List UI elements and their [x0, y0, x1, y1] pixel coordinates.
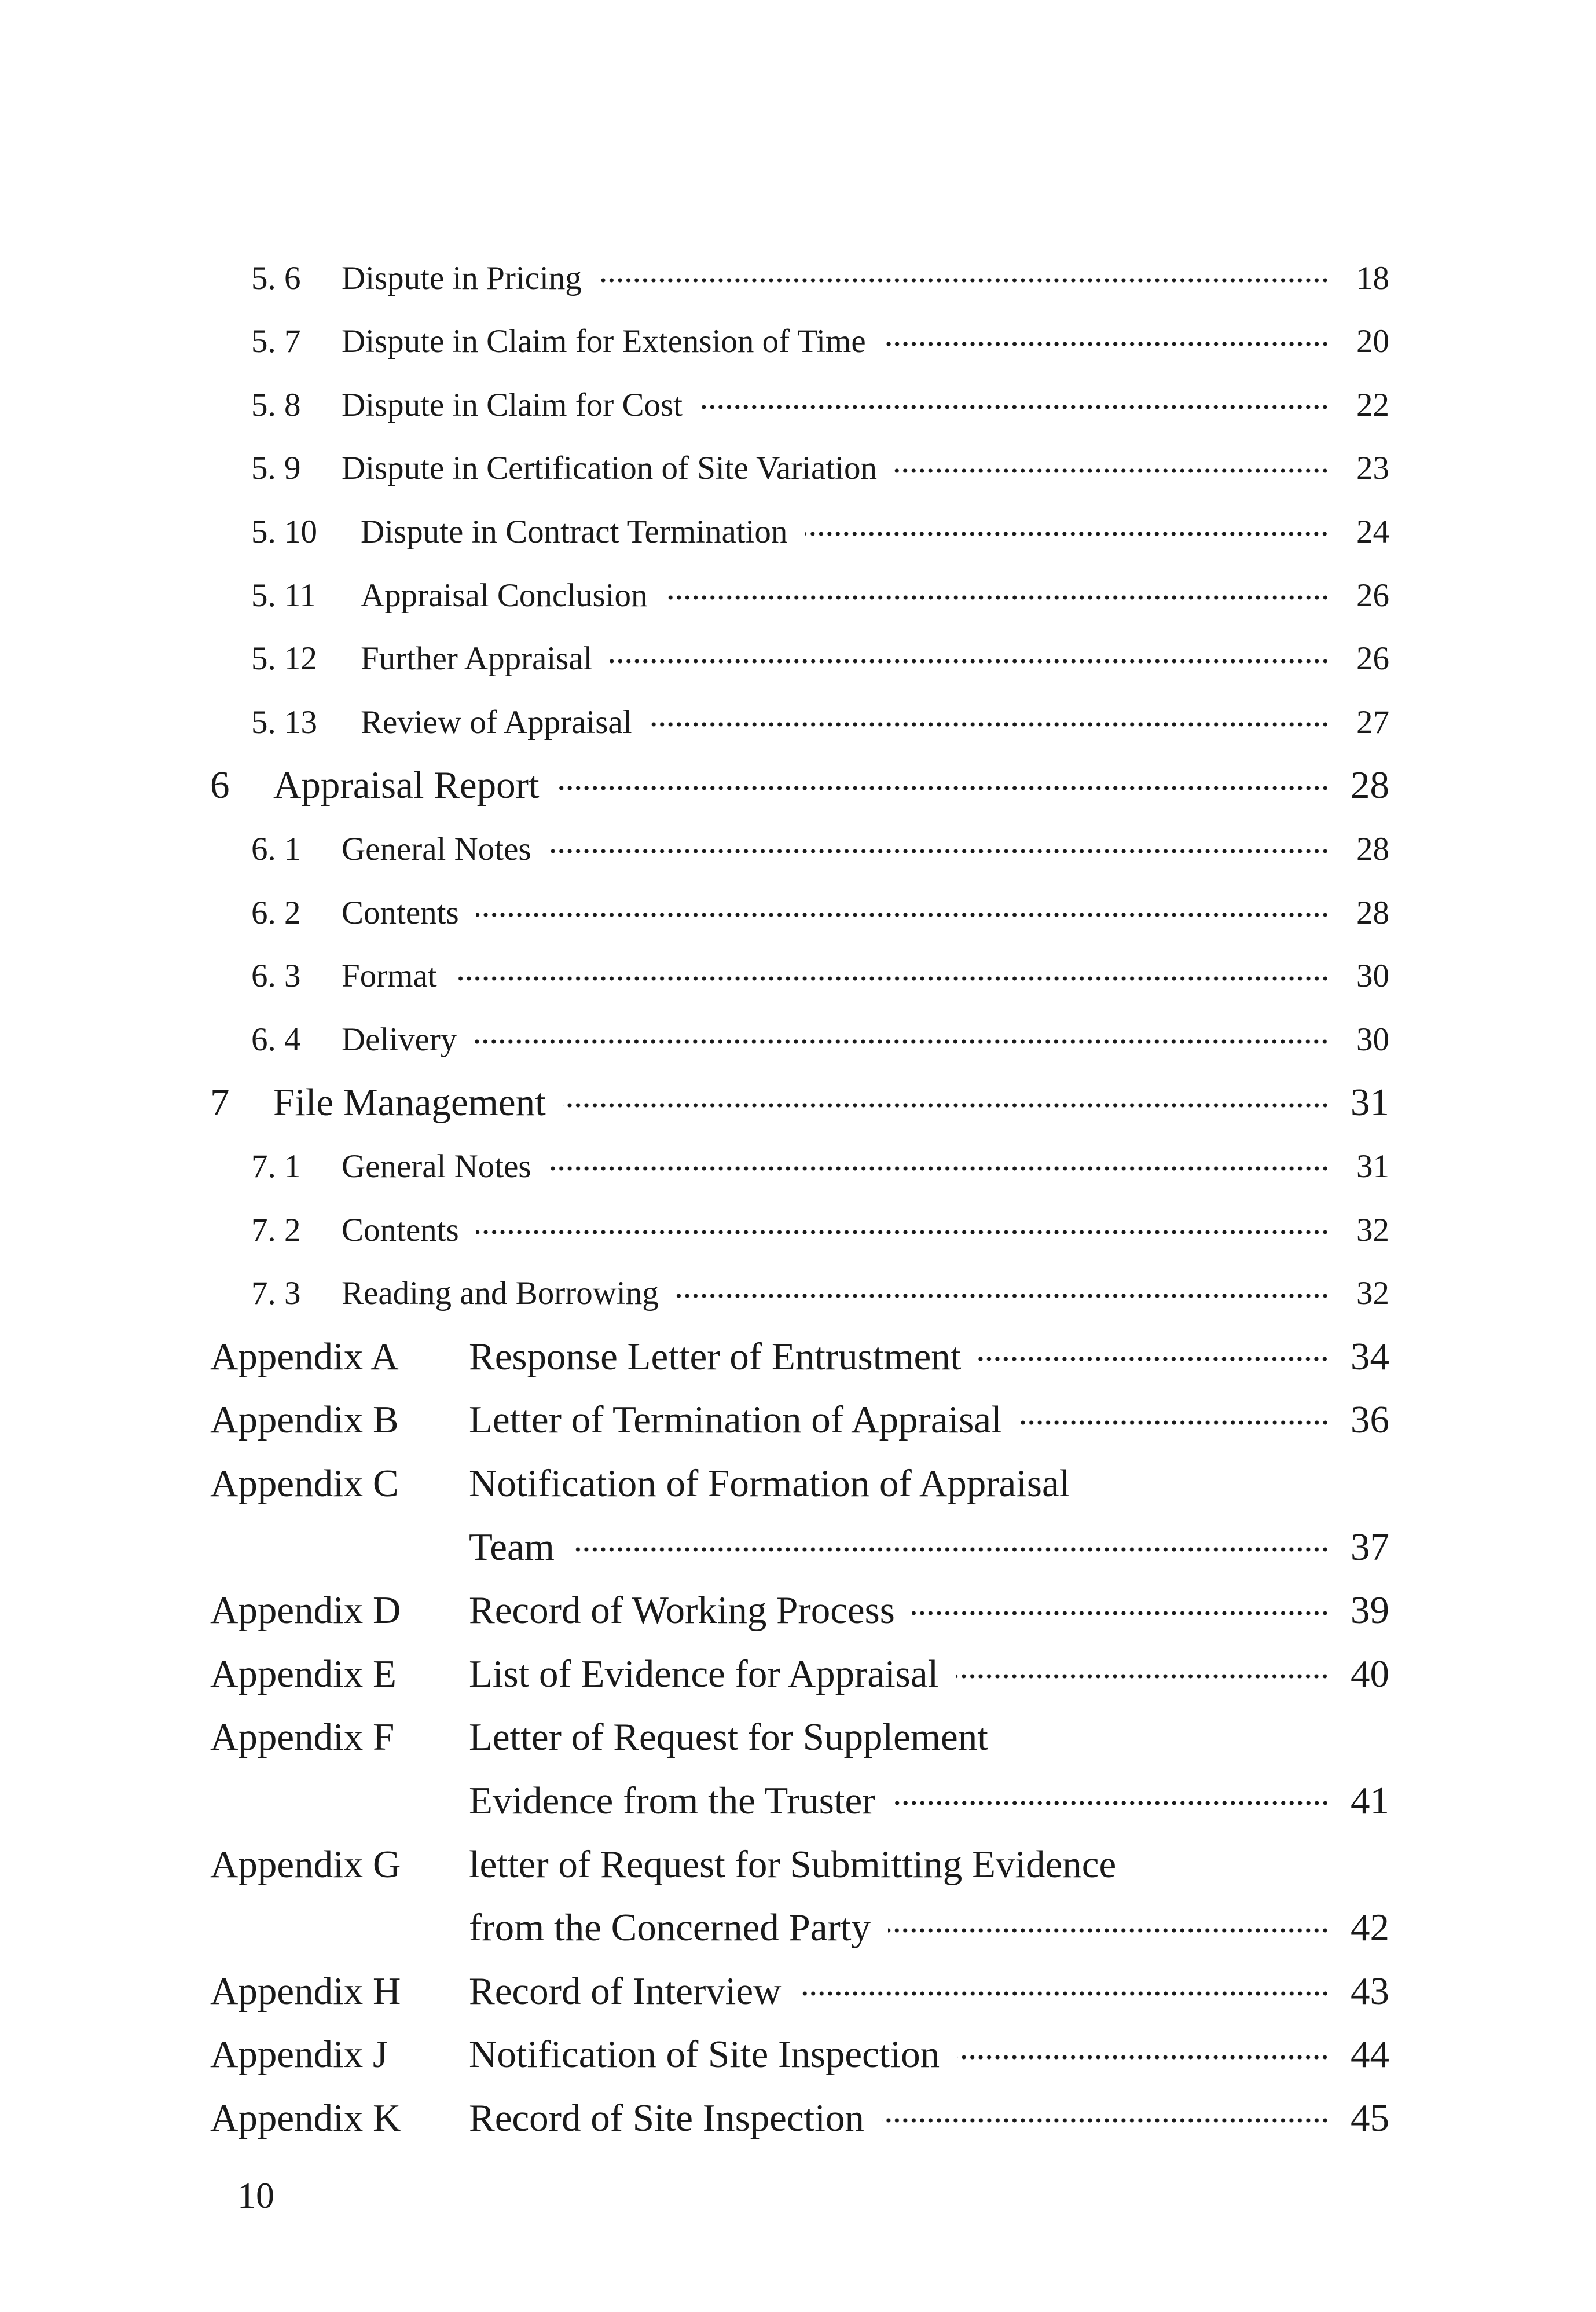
- toc-entry[interactable]: [0, 1328, 1596, 1386]
- toc-entry-title: Record of Interview: [469, 1969, 782, 2013]
- toc-entry[interactable]: [0, 249, 1596, 307]
- dot-leader: [893, 1799, 1329, 1807]
- toc-entry-title: Letter of Termination of Appraisal: [469, 1398, 1002, 1442]
- toc-entry-line: [469, 1398, 1389, 1442]
- toc-entry[interactable]: [0, 1709, 1596, 1767]
- toc-entry-line: [342, 259, 1389, 297]
- toc-entry-line: [469, 1335, 1389, 1379]
- toc-entry-number: 6. 3: [251, 958, 301, 995]
- toc-entry-line: [469, 1842, 1116, 1887]
- toc-entry-title: List of Evidence for Appraisal: [469, 1652, 939, 1695]
- toc-entry-number: 6: [210, 764, 230, 807]
- toc-entry-number: 5. 11: [251, 577, 316, 614]
- dot-leader: [978, 1355, 1329, 1363]
- dot-leader: [476, 1228, 1329, 1236]
- toc-entry[interactable]: [0, 313, 1596, 371]
- toc-entry-line: [342, 323, 1389, 360]
- dot-leader: [599, 276, 1329, 284]
- toc-entry-number: Appendix D: [210, 1589, 401, 1632]
- toc-entry-line: [361, 577, 1389, 614]
- toc-entry-number: 6. 2: [251, 894, 301, 931]
- dot-leader: [676, 1292, 1329, 1300]
- toc-entry-page: 20: [1356, 323, 1389, 360]
- toc-entry-number: 5. 13: [251, 704, 317, 741]
- toc-entry-number: 7: [210, 1081, 230, 1124]
- toc-entry-page: 26: [1356, 640, 1389, 677]
- toc-entry-number: Appendix B: [210, 1398, 399, 1442]
- toc-entry-page: 24: [1356, 513, 1389, 550]
- toc-entry-number: 7. 1: [251, 1148, 301, 1185]
- toc-entry-title: Dispute in Contract Termination: [361, 513, 788, 550]
- dot-leader: [956, 1672, 1329, 1680]
- toc-entry-page: 32: [1356, 1211, 1389, 1248]
- toc-entry[interactable]: [0, 566, 1596, 624]
- toc-entry-line: [342, 1021, 1389, 1058]
- toc-entry-title: Response Letter of Entrustment: [469, 1335, 962, 1378]
- toc-entry-page: 28: [1351, 764, 1389, 807]
- toc-entry-page: 44: [1351, 2033, 1389, 2076]
- toc-entry-line: [342, 449, 1389, 487]
- toc-entry-number: 5. 10: [251, 513, 317, 550]
- toc-entry[interactable]: [0, 1010, 1596, 1068]
- toc-entry-line: [469, 1525, 1389, 1570]
- toc-entry[interactable]: [0, 1201, 1596, 1259]
- dot-leader: [1019, 1419, 1329, 1427]
- toc-entry[interactable]: [0, 376, 1596, 434]
- toc-entry-title: letter of Request for Submitting Evidence: [469, 1842, 1117, 1886]
- toc-entry-number: 5. 7: [251, 323, 301, 360]
- toc-entry-line: [361, 513, 1389, 551]
- toc-entry-line: [361, 640, 1389, 677]
- toc-entry[interactable]: [0, 820, 1596, 878]
- toc-entry-page: 30: [1356, 1021, 1389, 1058]
- dot-leader: [883, 340, 1329, 348]
- toc-entry-title: Dispute in Certification of Site Variation: [342, 450, 878, 487]
- toc-entry-number: Appendix G: [210, 1842, 401, 1886]
- dot-leader: [650, 720, 1329, 728]
- toc-entry-title: General Notes: [342, 1148, 531, 1185]
- toc-entry-page: 43: [1351, 1969, 1389, 2013]
- toc-entry-line: [273, 763, 1389, 808]
- toc-entry-title: Dispute in Pricing: [342, 259, 582, 296]
- dot-leader: [549, 1164, 1329, 1173]
- dot-leader: [912, 1609, 1329, 1617]
- toc-entry[interactable]: [0, 1137, 1596, 1195]
- toc-entry-title: General Notes: [342, 830, 531, 867]
- toc-entry-line: [469, 1652, 1389, 1697]
- toc-entry-line: [469, 1588, 1389, 1633]
- dot-leader: [557, 784, 1329, 792]
- toc-entry-number: Appendix K: [210, 2096, 401, 2139]
- toc-entry[interactable]: [0, 1962, 1596, 2020]
- toc-entry-page: 41: [1351, 1779, 1389, 1822]
- toc-entry-number: 5. 6: [251, 259, 301, 296]
- toc-entry-title: from the Concerned Party: [469, 1906, 871, 1950]
- toc-entry[interactable]: [0, 757, 1596, 815]
- toc-entry-title: Record of Site Inspection: [469, 2096, 864, 2139]
- toc-entry-number: Appendix J: [210, 2033, 388, 2076]
- dot-leader: [610, 657, 1329, 665]
- toc-entry-number: Appendix A: [210, 1335, 399, 1378]
- toc-entry-line: [342, 1148, 1389, 1185]
- toc-entry[interactable]: [0, 1265, 1596, 1322]
- dot-leader: [700, 403, 1329, 411]
- toc-entry-title: Contents: [342, 894, 459, 931]
- toc-entry-page: 36: [1351, 1398, 1389, 1442]
- toc-entry-page: 39: [1351, 1589, 1389, 1632]
- toc-entry-line: [469, 2096, 1389, 2141]
- toc-entry-page: 28: [1356, 894, 1389, 931]
- toc-entry[interactable]: [0, 693, 1596, 751]
- toc-entry-title: Letter of Request for Supplement: [469, 1716, 988, 1759]
- toc-entry[interactable]: [0, 503, 1596, 560]
- toc-entry[interactable]: [0, 630, 1596, 688]
- toc-entry-line: [469, 1461, 1070, 1506]
- toc-entry-page: 37: [1351, 1525, 1389, 1569]
- toc-entry-line: [342, 894, 1389, 932]
- toc-entry-title: Appraisal Conclusion: [361, 577, 648, 614]
- toc-entry-page: 23: [1356, 450, 1389, 487]
- dot-leader: [665, 593, 1329, 602]
- toc-entry-line: [342, 830, 1389, 868]
- toc-entry-number: 7. 2: [251, 1211, 301, 1248]
- toc-entry-number: Appendix C: [210, 1461, 399, 1505]
- toc-entry[interactable]: [0, 1391, 1596, 1449]
- toc-entry-line: [342, 1274, 1389, 1312]
- toc-entry-title: Evidence from the Truster: [469, 1779, 875, 1822]
- toc-entry-title: Format: [342, 958, 437, 995]
- toc-entry[interactable]: [0, 1518, 1596, 1576]
- toc-entry-line: [342, 386, 1389, 424]
- toc-entry-title: Reading and Borrowing: [342, 1275, 659, 1312]
- dot-leader: [882, 2116, 1329, 2124]
- toc-entry-title: Contents: [342, 1211, 459, 1248]
- toc-entry-number: Appendix F: [210, 1716, 395, 1759]
- toc-entry-number: 5. 12: [251, 640, 317, 677]
- toc-entry[interactable]: [0, 2089, 1596, 2147]
- toc-entry-line: [469, 2032, 1389, 2077]
- toc-entry-page: 45: [1351, 2096, 1389, 2139]
- toc-entry-line: [342, 1211, 1389, 1249]
- dot-leader: [888, 1926, 1329, 1934]
- toc-entry-number: Appendix H: [210, 1969, 401, 2013]
- toc-entry-number: 6. 1: [251, 830, 301, 867]
- toc-entry-line: [342, 957, 1389, 995]
- toc-entry-page: 30: [1356, 958, 1389, 995]
- toc-entry-page: 31: [1356, 1148, 1389, 1185]
- toc-entry-line: [469, 1969, 1389, 2014]
- toc-entry[interactable]: [0, 1454, 1596, 1512]
- dot-leader: [894, 467, 1329, 475]
- toc-entry-page: 42: [1351, 1906, 1389, 1950]
- toc-entry-number: 5. 8: [251, 386, 301, 423]
- toc-entry-title: Notification of Formation of Appraisal: [469, 1461, 1070, 1505]
- toc-entry-title: Notification of Site Inspection: [469, 2033, 940, 2076]
- toc-entry[interactable]: [0, 1645, 1596, 1703]
- toc-entry-number: Appendix E: [210, 1652, 397, 1695]
- dot-leader: [454, 974, 1329, 983]
- toc-entry-page: 40: [1351, 1652, 1389, 1695]
- toc-entry-title: Team: [469, 1525, 555, 1569]
- dot-leader: [549, 847, 1329, 855]
- page-number: 10: [237, 2175, 274, 2216]
- toc-entry-number: 6. 4: [251, 1021, 301, 1058]
- toc-entry-page: 18: [1356, 259, 1389, 296]
- toc-entry[interactable]: [0, 947, 1596, 1005]
- toc-entry-page: 31: [1351, 1081, 1389, 1124]
- toc-entry[interactable]: [0, 1582, 1596, 1640]
- toc-entry[interactable]: [0, 1899, 1596, 1957]
- toc-entry[interactable]: [0, 1772, 1596, 1830]
- toc-entry[interactable]: [0, 1835, 1596, 1893]
- toc-entry-title: Record of Working Process: [469, 1589, 895, 1632]
- toc-entry-number: 7. 3: [251, 1275, 301, 1312]
- toc-entry-line: [361, 704, 1389, 741]
- dot-leader: [563, 1101, 1329, 1109]
- dot-leader: [474, 1038, 1329, 1046]
- toc-entry-title: Delivery: [342, 1021, 457, 1058]
- toc-entry-number: 5. 9: [251, 450, 301, 487]
- toc-entry-line: [469, 1779, 1389, 1823]
- toc-entry-page: 26: [1356, 577, 1389, 614]
- toc-entry-line: [273, 1080, 1389, 1125]
- toc-entry-page: 32: [1356, 1275, 1389, 1312]
- toc-entry[interactable]: [0, 1074, 1596, 1132]
- toc-entry-title: Review of Appraisal: [361, 704, 632, 741]
- toc-entry-title: Further Appraisal: [361, 640, 593, 677]
- toc-entry[interactable]: [0, 884, 1596, 941]
- toc-entry-line: [469, 1906, 1389, 1950]
- toc-entry[interactable]: [0, 2026, 1596, 2084]
- toc-entry-page: 34: [1351, 1335, 1389, 1378]
- dot-leader: [476, 911, 1329, 919]
- dot-leader: [799, 1989, 1329, 1998]
- toc-entry-line: [469, 1715, 988, 1760]
- toc-entry-page: 28: [1356, 830, 1389, 867]
- toc-entry[interactable]: [0, 439, 1596, 497]
- toc-entry-title: File Management: [273, 1081, 546, 1124]
- dot-leader: [957, 2053, 1329, 2061]
- dot-leader: [572, 1545, 1329, 1553]
- toc-entry-title: Dispute in Claim for Cost: [342, 386, 683, 423]
- toc-entry-page: 22: [1356, 386, 1389, 423]
- dot-leader: [805, 530, 1329, 538]
- toc-entry-title: Dispute in Claim for Extension of Time: [342, 323, 866, 360]
- toc-entry-page: 27: [1356, 704, 1389, 741]
- toc-entry-title: Appraisal Report: [273, 764, 540, 807]
